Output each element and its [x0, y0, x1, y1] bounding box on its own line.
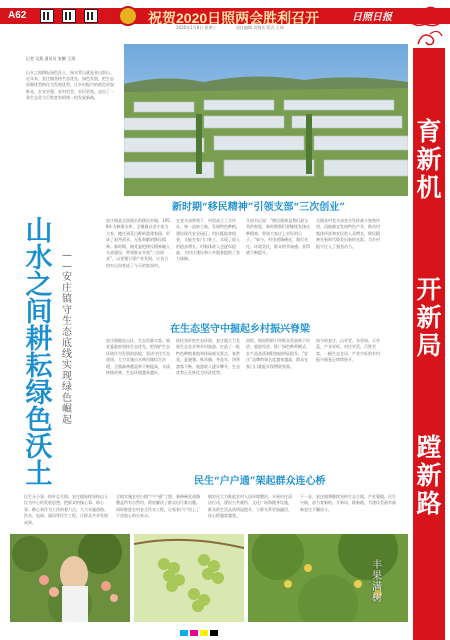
- banner-char: 局: [416, 331, 442, 360]
- section-1-column-3: 支部书记说：“移民精神是我们最宝贵的财富，新时期我们要继续发扬这种精神，带领大家过上更好的日子。”如今，村里道路硬化、路灯亮化、环境美化，群众的幸福感、获得感不断提升。: [246, 218, 310, 256]
- section-2-column-1: 安庄镇地处山区，生态资源丰富。镇党委政府坚持生态优先，把保护生态环境作为发展的前提，坚决守住生态底线，大力实施山水林田湖综合治理，全镇森林覆盖率不断提高，水质持续改善，生态环境越来越好。: [106, 338, 170, 376]
- byline: 记者 吴燕 通讯员 张鹏 王翔: [26, 56, 76, 61]
- title-char: 山: [25, 216, 53, 247]
- banner-char: 新: [416, 145, 442, 174]
- section-2-column-4: 如今的安庄，山更青、水更绿、天更蓝，产业更旺、村庄更美、百姓更富，一幅生态宜居、产业兴旺的乡村振兴画卷正徐徐展开。: [316, 338, 380, 363]
- title-char: 耘: [25, 351, 53, 382]
- banner-char: 新: [416, 303, 442, 332]
- page-number: A62: [8, 10, 27, 21]
- subtitle-char: 崛: [62, 404, 72, 415]
- caption-char: 丰: [372, 560, 382, 571]
- header-title: 祝贺2020日照两会胜利召开: [148, 10, 320, 26]
- caption-char: 果: [372, 571, 382, 582]
- photo-caption: [370, 560, 384, 604]
- subtitle-char: 安: [62, 272, 72, 283]
- feature-title: [24, 218, 54, 488]
- qr-code-icon: [40, 9, 54, 23]
- qr-code-icon: [62, 9, 76, 23]
- title-char: 间: [25, 297, 53, 328]
- header-editor: 责任编辑 吴晓东 版式 王林: [236, 25, 284, 30]
- qr-code-icon: [84, 9, 98, 23]
- subtitle-char: 生: [62, 316, 72, 327]
- subtitle-char: 线: [62, 349, 72, 360]
- subtitle-char: 起: [62, 415, 72, 426]
- newspaper-logo: 日照日报: [352, 12, 392, 23]
- registration-mark-cyan: [180, 630, 188, 636]
- subtitle-char: 态: [62, 327, 72, 338]
- subtitle-char: 现: [62, 371, 72, 382]
- registration-mark-magenta: [190, 630, 198, 636]
- orchard-photo: [248, 534, 408, 622]
- section-3-column-4: 下一步，安庄镇将继续坚持生态立镇、产业强镇、民生兴镇，奋力育新机、开新局、蹚新路，为建设美丽幸福新安庄不懈奋斗。: [300, 494, 396, 512]
- subtitle-char: 绿: [62, 382, 72, 393]
- section-3-column-3: 镇里还大力推进农村人居环境整治，开展村庄清洁行动，建设公共厕所、文化广场和健身设施，群众的生活品质明显提升，干群关系更加融洽，连心桥越架越宽。: [208, 494, 292, 519]
- banner-char: 路: [416, 489, 442, 518]
- banner-char: 机: [416, 173, 442, 202]
- section-3-column-2: 全镇实施农村公路“户户通”工程，新修硬化道路覆盖所有自然村，彻底解决了群众出行难问题。同时推进农村安全饮水工程，让家家户户用上了干净放心的自来水。: [116, 494, 201, 519]
- caption-char: 满: [372, 582, 382, 593]
- side-banner: [413, 48, 445, 640]
- subtitle-char: —: [62, 250, 72, 261]
- intro-text: 山水之间耕耘绿色沃土，绿水青山就是金山银山。近年来，安庄镇坚持生态优先、绿色发展，把生态资源优势转化为发展优势，让乡村振兴的底色更加鲜亮，农业更强、农村更美、农民更富，走出了一条生态美与百姓富有机统一的发展新路。: [26, 70, 114, 100]
- section-heading-3: 民生“户户通”架起群众连心桥: [194, 476, 326, 487]
- subtitle-char: 色: [62, 393, 72, 404]
- subtitle-char: —: [62, 261, 72, 272]
- title-char: 之: [25, 270, 53, 301]
- title-char: 沃: [25, 432, 53, 463]
- section-2-column-3: 同时，镇里积极引导群众发展林下经济、庭院经济，推广绿色种养模式，农产品品质和附加值明显提升，“安庄”品牌的知名度越来越高，群众在家门口就能实现增收致富。: [246, 338, 310, 369]
- banner-line-2: [413, 276, 445, 360]
- section-2-column-2: 依托良好的生态环境，安庄镇大力发展生态农业和乡村旅游，打造了一批特色种植基地和休闲观光景点。春赏花、夏避暑、秋采摘、冬品年，四季游客不断，旅游收入逐年攀升，生态优势正在转化为经济优势。: [176, 338, 240, 376]
- section-1-column-1: 安庄镇是全国闻名的移民乡镇，1958年为修建水库，全镇群众舍小家为大家，搬迁到荒山野岭重建家园，形成了艰苦创业、无私奉献的移民精神。新时期，镇党委把移民精神融入支部建设，带领群众开展“三次创业”，以党建引领产业发展，让昔日的穷山沟变成了今天的富裕村。: [106, 218, 170, 268]
- title-char: 绿: [25, 378, 53, 409]
- section-1-column-2: 在党支部带领下，村里成立了合作社，统一流转土地，发展特色种植，建设现代农业园区。村民既能拿租金，又能在家门口务工，实现了收入的稳步增长。村集体收入也逐年提高，为村庄建设和公共服务提供了有力保障。: [176, 218, 240, 262]
- subtitle-char: 底: [62, 338, 72, 349]
- banner-line-3: [413, 434, 445, 518]
- header-date: 2020年1月8日 星期三: [176, 25, 217, 30]
- subtitle-char: 守: [62, 305, 72, 316]
- page-header: [0, 0, 450, 32]
- section-3-column-1: 民生无小事，枝叶总关情。安庄镇始终坚持以人民为中心的发展思想，把群众的操心事、烦心事、揪心事作为工作的着力点，大力实施道路、饮水、电网、通讯等民生工程，让群众共享发展成果。: [24, 494, 108, 525]
- banner-line-1: [413, 118, 445, 202]
- subtitle-char: 庄: [62, 283, 72, 294]
- caption-char: 树: [372, 593, 382, 604]
- peach-picking-photo: [10, 534, 130, 622]
- intro-block: [26, 56, 116, 206]
- banner-char: 开: [416, 275, 442, 304]
- emblem-icon: [118, 6, 138, 26]
- title-char: 色: [25, 405, 53, 436]
- section-heading-2: 在生态坚守中掘起乡村振兴脊梁: [170, 324, 310, 335]
- feature-subtitle: [60, 250, 74, 426]
- title-char: 耕: [25, 324, 53, 355]
- section-1-column-4: 全镇各村党支部充分发挥战斗堡垒作用，因地制宜发展特色产业，推动村集体经济和农民收入双增长，移民精神在新时代焕发出新的光彩，为乡村振兴注入了强劲动力。: [316, 218, 380, 249]
- banner-char: 新: [416, 461, 442, 490]
- subtitle-char: 实: [62, 360, 72, 371]
- grape-photo: [134, 534, 244, 622]
- subtitle-char: 镇: [62, 294, 72, 305]
- greenhouse-aerial-photo: [124, 44, 408, 196]
- title-char: 水: [25, 243, 53, 274]
- banner-char: 蹚: [416, 433, 442, 462]
- cloud-ornament-icon: [405, 2, 445, 30]
- section-heading-1: 新时期“移民精神”引领支部“三次创业”: [172, 202, 346, 213]
- banner-char: 育: [416, 117, 442, 146]
- registration-mark-black: [210, 630, 218, 636]
- swirl-ornament-icon: [416, 28, 444, 48]
- registration-mark-yellow: [200, 630, 208, 636]
- title-char: 土: [25, 459, 53, 490]
